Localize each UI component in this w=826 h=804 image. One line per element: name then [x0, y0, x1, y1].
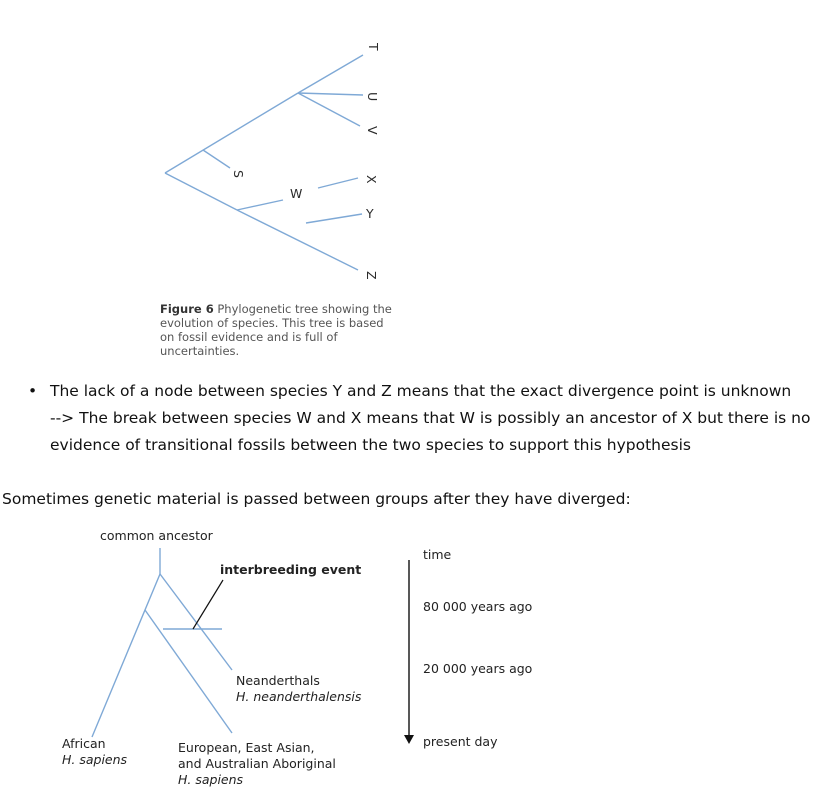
neanderthals-label — [236, 673, 361, 705]
intro-sentence: Sometimes genetic material is passed between groups after they have diverged: — [2, 490, 631, 508]
neanderthal-lineage — [160, 574, 232, 670]
bullet-icon: • — [28, 382, 38, 400]
species-label-y: Y — [366, 206, 374, 221]
eurasian-species: H. sapiens — [178, 772, 244, 787]
african-lineage — [92, 574, 160, 737]
species-label-x: X — [364, 175, 379, 184]
time-tick-present: present day — [423, 734, 498, 749]
figure-caption-title: Figure 6 — [160, 302, 214, 316]
note-line-1: The lack of a node between species Y and Z means that the exact divergence point is unknown — [50, 382, 792, 400]
species-label-s: S — [231, 170, 246, 178]
common-ancestor-label: common ancestor — [100, 528, 213, 543]
species-label-u: U — [365, 92, 380, 102]
time-tick-20000: 20 000 years ago — [423, 661, 533, 676]
african-label — [62, 736, 127, 768]
neanderthals-name: Neanderthals — [236, 673, 320, 688]
interbreeding-label: interbreeding event — [220, 562, 362, 577]
species-label-w: W — [290, 186, 303, 201]
interbreeding-pointer — [193, 580, 223, 629]
african-name: African — [62, 736, 106, 751]
african-species: H. sapiens — [62, 752, 128, 767]
time-label: time — [423, 547, 452, 562]
species-label-t: T — [366, 43, 381, 51]
species-label-z: Z — [364, 271, 379, 280]
note-line-2: --> The break between species W and X means that W is possibly an ancestor of X but there is no evidence of transitional fossils between the two species to support this hypothesis — [50, 409, 811, 454]
time-tick-80000: 80 000 years ago — [423, 599, 533, 614]
eurasian-label — [178, 740, 336, 788]
species-label-v: V — [365, 126, 380, 135]
neanderthals-species: H. neanderthalensis — [236, 689, 362, 704]
figure-caption-text: Phylogenetic tree showing the evolution of species. This tree is based on fossil evidence and is full of uncertainties. — [160, 302, 392, 358]
eurasian-line-2: and Australian Aboriginal — [178, 756, 336, 771]
time-arrow-head-icon — [404, 735, 414, 744]
eurasian-line-1: European, East Asian, — [178, 740, 315, 755]
